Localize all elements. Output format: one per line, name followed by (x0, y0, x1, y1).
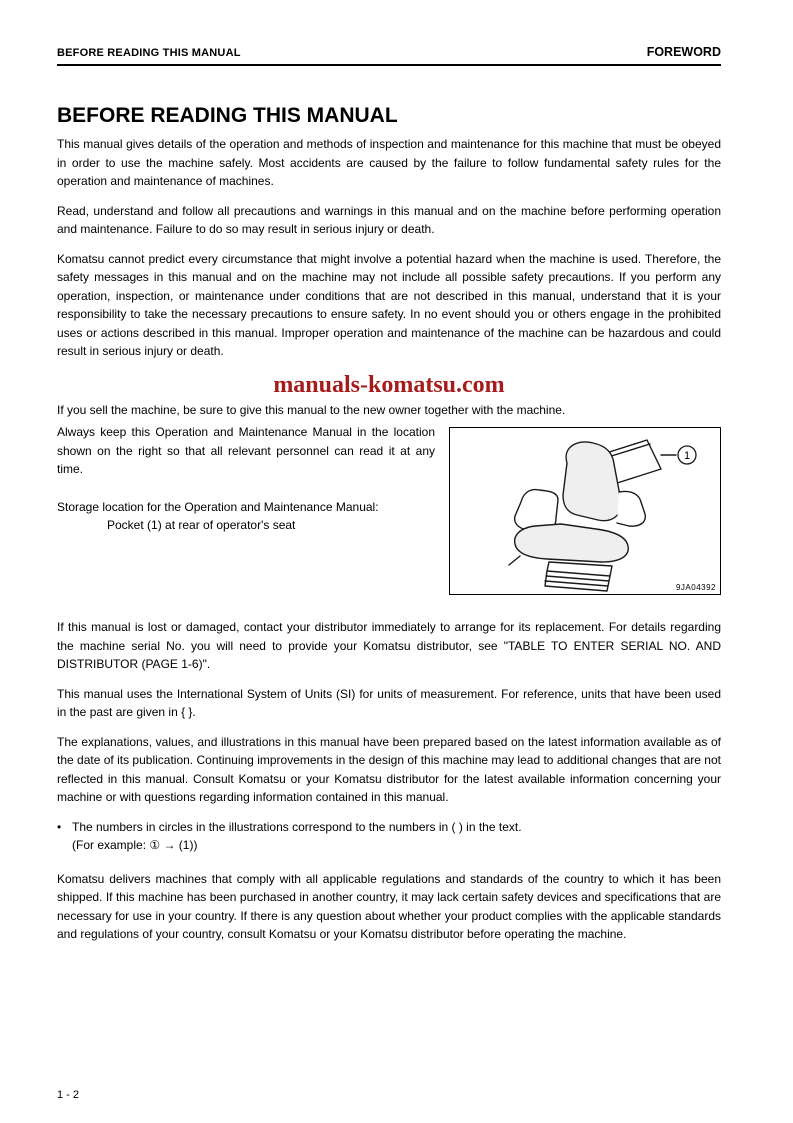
paragraph-si-units: This manual uses the International System of Units (SI) for units of measurement. For reference, units that have been used in the past are given in { }. (57, 686, 721, 719)
header-section-title: BEFORE READING THIS MANUAL (57, 47, 241, 59)
notes-list (57, 818, 721, 855)
figure-code: 9JA04392 (675, 583, 716, 592)
paragraph-read-understand: Read, understand and follow all precautions and warnings in this manual and on the machine before performing operation and maintenance. Failure to do so may result in serious injury or death. (57, 203, 721, 236)
figure-callout-number: 1 (683, 450, 691, 462)
paragraph-lost-damaged: If this manual is lost or damaged, contact your distributor immediately to arrange for its replacement. For details regarding the machine serial No. you will need to provide your Komatsu distributor, see "TABLE TO ENTER SERIAL NO. AND DISTRIBUTOR (PAGE 1-6)". (57, 620, 721, 671)
page-number: 1 - 2 (57, 1089, 80, 1101)
manual-storage-section (57, 401, 721, 604)
page-header (57, 45, 721, 66)
page-title: BEFORE READING THIS MANUAL (57, 104, 398, 127)
storage-location-detail: Pocket (1) at rear of operator's seat (107, 518, 296, 532)
paragraph-manual-details: This manual gives details of the operation and methods of inspection and maintenance for this machine that must be obeyed in order to use the machine safely. Most accidents are caused by the failure to follow fundamental safety rules for the operation and maintenance of machines. (57, 137, 721, 188)
paragraph-latest-information: The explanations, values, and illustrations in this manual have been prepared based on the latest information available as of the date of its publication. Continuing improvements in the design of this machine may lead to additional changes that are not reflected in this manual. Consult Komatsu or your Komatsu distributor for the latest available information concerning your machine or with questions regarding information contained in this manual. (57, 734, 721, 804)
seat-figure (449, 427, 721, 595)
paragraph-keep-manual: Always keep this Operation and Maintenance Manual in the location shown on the right so that all relevant personnel can read it at any time. (57, 425, 435, 476)
list-item (57, 818, 721, 837)
right-armrest-shape (617, 491, 645, 526)
header-chapter-title: FOREWORD (646, 45, 721, 59)
bullet-text: The numbers in circles in the illustrations correspond to the numbers in ( ) in the text. (72, 819, 522, 834)
bullet-icon: • (57, 819, 62, 834)
paragraph-cannot-predict: Komatsu cannot predict every circumstance that might involve a potential hazard when the machine is used. Therefore, the safety messages in this manual and on the machine may not include all possible safety precautions. If you perform any operation, inspection, or maintenance under conditions that are not described in this manual, understand that it is your responsibility to take the necessary precautions to ensure safety. In no event should you or others engage in the prohibited uses or actions described in this manual. Improper operation and maintenance of the machine can be hazardous and could result in serious injury or death. (57, 251, 721, 358)
storage-location-label: Storage location for the Operation and Maintenance Manual: (57, 499, 379, 514)
suspension-plate-shape (547, 562, 612, 576)
watermark: manuals-komatsu.com (273, 371, 505, 398)
operator-seat-illustration (450, 428, 720, 594)
paragraph-regulations: Komatsu delivers machines that comply with all applicable regulations and standards of the country to which it has been shipped. If this machine has been purchased in another country, it may lack certain safety devices and specifications that are necessary for use in your country. If there is any question about whether your product complies with the applicable standards and regulations of your country, consult Komatsu or your Komatsu distributor before operating the machine. (57, 871, 721, 941)
paragraph-sell-machine: If you sell the machine, be sure to give this manual to the new owner together with the machine. (57, 402, 566, 417)
seat-cushion-shape (515, 524, 629, 562)
bullet-example: (For example: ① → (1)) (72, 838, 198, 852)
